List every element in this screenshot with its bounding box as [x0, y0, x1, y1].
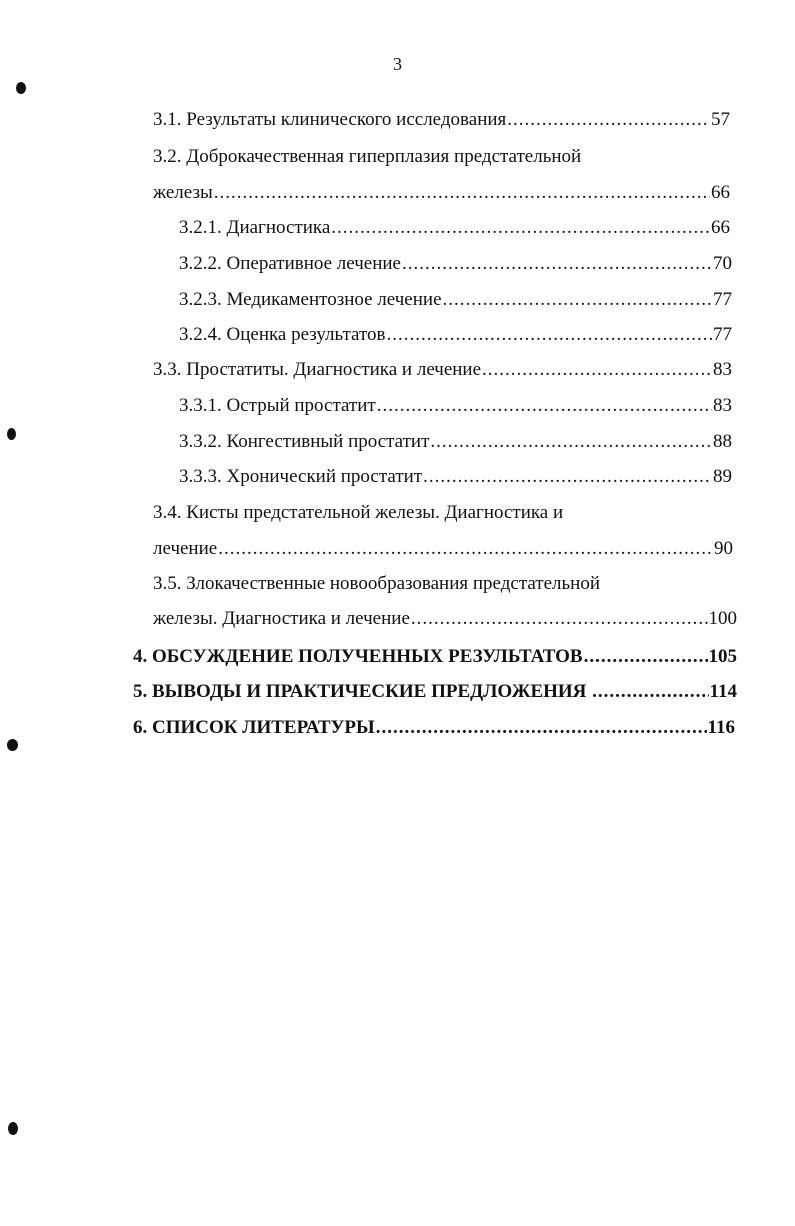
dot-leader: [592, 680, 708, 704]
toc-entry-title: железы: [153, 182, 213, 203]
toc-entry-3-4-line1[interactable]: 3.4. Кисты предстательной железы. Диагностика и: [153, 502, 564, 523]
toc-entry-3-2-2[interactable]: [179, 252, 732, 276]
toc-entry-page: 66: [711, 217, 730, 238]
toc-entry-page: 89: [713, 466, 732, 487]
toc-entry-3-2-1[interactable]: [179, 216, 730, 240]
toc-entry-page: 83: [713, 395, 732, 416]
dot-leader: [331, 216, 710, 240]
toc-entry-title: железы. Диагностика и лечение: [153, 608, 410, 629]
toc-entry-3-5[interactable]: [153, 607, 737, 631]
dot-leader: [411, 607, 708, 631]
page-number: 3: [393, 54, 402, 74]
toc-entry-page: 90: [714, 538, 733, 559]
toc-entry-title: 4. ОБСУЖДЕНИЕ ПОЛУЧЕННЫХ РЕЗУЛЬТАТОВ: [133, 646, 583, 667]
toc-entry-3-2-line1[interactable]: 3.2. Доброкачественная гиперплазия предстательной: [153, 146, 582, 167]
toc-entry-title: 3.2.3. Медикаментозное лечение: [179, 289, 442, 310]
toc-entry-3-2-4[interactable]: [179, 323, 732, 347]
dot-leader: [377, 394, 712, 418]
toc-chapter-5[interactable]: [133, 680, 737, 704]
dot-leader: [507, 108, 710, 132]
toc-entry-title: 5. ВЫВОДЫ И ПРАКТИЧЕСКИЕ ПРЕДЛОЖЕНИЯ: [133, 681, 592, 702]
toc-entry-page: 57: [711, 109, 730, 130]
dot-leader: [376, 716, 707, 740]
toc-entry-3-3[interactable]: [153, 358, 732, 382]
toc-entry-title: 6. СПИСОК ЛИТЕРАТУРЫ: [133, 717, 375, 738]
toc-entry-page: 83: [713, 359, 732, 380]
toc-entry-page: 77: [713, 289, 732, 310]
dot-leader: [482, 358, 712, 382]
toc-chapter-6[interactable]: [133, 716, 735, 740]
dot-leader: [584, 645, 708, 669]
dot-leader: [386, 323, 712, 347]
toc-entry-3-3-2[interactable]: [179, 430, 732, 454]
dot-leader: [443, 288, 712, 312]
toc-entry-3-4[interactable]: [153, 537, 733, 561]
toc-entry-title: 3.2.4. Оценка результатов: [179, 324, 386, 345]
dot-leader: [402, 252, 712, 276]
toc-entry-page: 77: [713, 324, 732, 345]
dot-leader: [214, 181, 710, 205]
toc-entry-page: 70: [713, 253, 732, 274]
toc-entry-3-3-1[interactable]: [179, 394, 732, 418]
toc-entry-3-3-3[interactable]: [179, 465, 732, 489]
toc-entry-title: 3.1. Результаты клинического исследования: [153, 109, 507, 130]
scan-speck: [7, 428, 16, 440]
toc-entry-title: 3.3. Простатиты. Диагностика и лечение: [153, 359, 482, 380]
scan-speck: [8, 1122, 18, 1135]
toc-entry-page: 100: [708, 608, 737, 629]
toc-entry-title: 3.2.1. Диагностика: [179, 217, 331, 238]
toc-entry-3-5-line1[interactable]: 3.5. Злокачественные новообразования предстательной: [153, 573, 601, 594]
scan-speck: [16, 82, 26, 94]
toc-chapter-4[interactable]: [133, 645, 737, 669]
toc-entry-page: 105: [708, 646, 737, 667]
toc-entry-title: 3.2.2. Оперативное лечение: [179, 253, 401, 274]
toc-entry-page: 116: [707, 717, 735, 738]
toc-entry-title: 3.3.3. Хронический простатит: [179, 466, 423, 487]
dot-leader: [430, 430, 712, 454]
dot-leader: [423, 465, 712, 489]
toc-entry-title: лечение: [153, 538, 218, 559]
toc-entry-3-1[interactable]: [153, 108, 730, 132]
toc-entry-title: 3.3.2. Конгестивный простатит: [179, 431, 430, 452]
toc-entry-3-2[interactable]: [153, 181, 730, 205]
scan-speck: [7, 739, 18, 751]
toc-entry-page: 88: [713, 431, 732, 452]
toc-entry-page: 114: [709, 681, 737, 702]
toc-entry-title: 3.3.1. Острый простатит: [179, 395, 376, 416]
toc-entry-3-2-3[interactable]: [179, 288, 732, 312]
toc-entry-page: 66: [711, 182, 730, 203]
dot-leader: [218, 537, 713, 561]
